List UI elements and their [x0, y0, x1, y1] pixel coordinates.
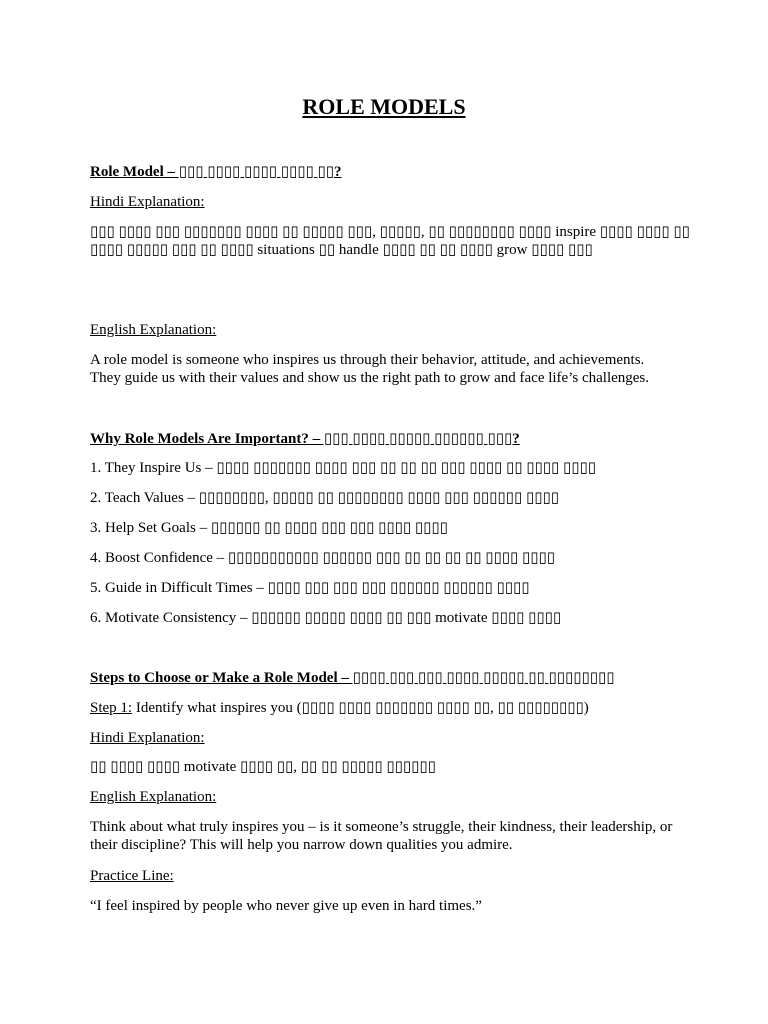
section1-heading: Role Model – ▯▯▯ ▯▯▯▯ ▯▯▯▯ ▯▯▯▯ ▯▯? — [90, 164, 342, 180]
step-1-label: Step 1: — [90, 700, 133, 716]
list-item: 6. Motivate Consistency – ▯▯▯▯▯▯ ▯▯▯▯▯ ▯▯▯▯ ▯▯ ▯▯▯ motivate ▯▯▯▯ ▯▯▯▯ — [90, 610, 562, 626]
section2-heading: Why Role Models Are Important? – ▯▯▯ ▯▯▯▯ ▯▯▯▯▯ ▯▯▯▯▯▯ ▯▯▯? — [90, 431, 520, 447]
step-1-line — [90, 699, 690, 717]
document-title: ROLE MODELS — [302, 94, 466, 119]
list-item: 5. Guide in Difficult Times – ▯▯▯▯ ▯▯▯ ▯▯▯ ▯▯▯ ▯▯▯▯▯▯ ▯▯▯▯▯▯ ▯▯▯▯ — [90, 580, 530, 596]
section1-english-label: English Explanation: — [90, 322, 217, 338]
section3-hindi-label: Hindi Explanation: — [90, 730, 205, 746]
section1-english-text: A role model is someone who inspires us through their behavior, attitude, and achievements. They guide us with their values and show us the right path to grow and face life’s challenges. — [90, 352, 650, 386]
list-item: 3. Help Set Goals – ▯▯▯▯▯▯ ▯▯ ▯▯▯▯ ▯▯▯ ▯▯▯ ▯▯▯▯ ▯▯▯▯ — [90, 520, 448, 536]
list-item: 4. Boost Confidence – ▯▯▯▯▯▯▯▯▯▯▯ ▯▯▯▯▯▯ ▯▯▯ ▯▯ ▯▯ ▯▯ ▯▯ ▯▯▯▯ ▯▯▯▯ — [90, 550, 556, 566]
section3-english-label: English Explanation: — [90, 789, 217, 805]
practice-text: “I feel inspired by people who never give up even in hard times.” — [90, 898, 482, 914]
practice-label: Practice Line: — [90, 868, 174, 884]
list-item: 2. Teach Values – ▯▯▯▯▯▯▯▯, ▯▯▯▯▯ ▯▯ ▯▯▯▯▯▯▯▯ ▯▯▯▯ ▯▯▯ ▯▯▯▯▯▯ ▯▯▯▯ — [90, 490, 559, 506]
step-1-text: Identify what inspires you (▯▯▯▯ ▯▯▯▯ ▯▯▯▯▯▯▯ ▯▯▯▯ ▯▯, ▯▯ ▯▯▯▯▯▯▯▯) — [132, 700, 589, 716]
section3-hindi-text: ▯▯ ▯▯▯▯ ▯▯▯▯ motivate ▯▯▯▯ ▯▯, ▯▯ ▯▯ ▯▯▯▯▯ ▯▯▯▯▯▯ — [90, 759, 436, 775]
section1-hindi-text: ▯▯▯ ▯▯▯▯ ▯▯▯ ▯▯▯▯▯▯▯ ▯▯▯▯ ▯▯ ▯▯▯▯▯ ▯▯▯, ▯▯▯▯▯, ▯▯ ▯▯▯▯▯▯▯▯ ▯▯▯▯ inspire ▯▯▯▯ ▯▯▯▯ ▯▯ ▯▯▯▯ ▯▯▯▯▯ ▯▯▯ ▯▯ ▯▯▯▯ situations ▯▯ handle ▯▯▯▯ ▯▯ ▯▯ ▯▯▯▯ grow ▯▯▯▯ ▯▯▯ — [90, 224, 690, 258]
section1-hindi-label: Hindi Explanation: — [90, 194, 205, 210]
section3-heading: Steps to Choose or Make a Role Model – ▯▯▯▯ ▯▯▯ ▯▯▯ ▯▯▯▯ ▯▯▯▯▯ ▯▯ ▯▯▯▯▯▯▯▯ — [90, 670, 615, 686]
section3-english-text: Think about what truly inspires you – is it someone’s struggle, their kindness, their leadership, or their discipline? This will help you narrow down qualities you admire. — [90, 819, 673, 853]
list-item: 1. They Inspire Us – ▯▯▯▯ ▯▯▯▯▯▯▯ ▯▯▯▯ ▯▯▯ ▯▯ ▯▯ ▯▯ ▯▯▯ ▯▯▯▯ ▯▯ ▯▯▯▯ ▯▯▯▯ — [90, 460, 597, 476]
